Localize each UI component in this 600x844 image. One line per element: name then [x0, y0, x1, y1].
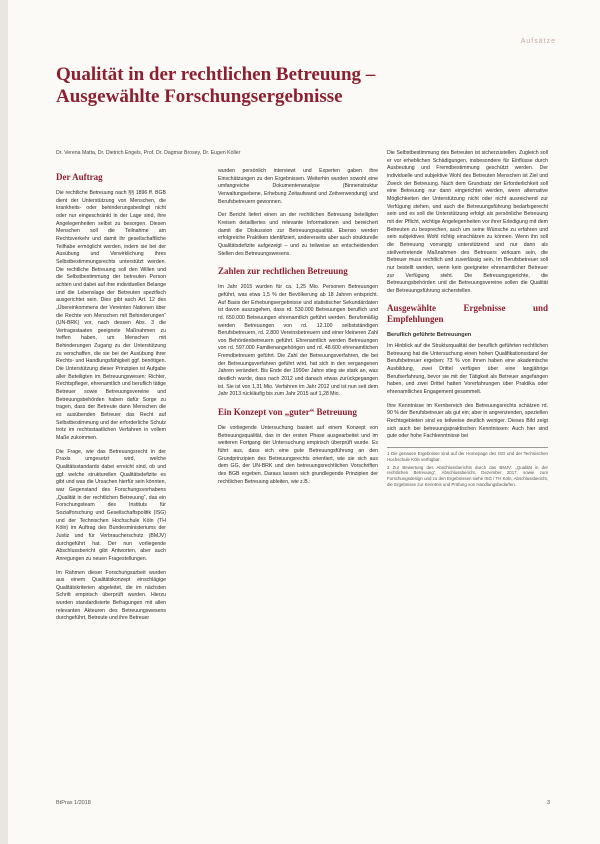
scan-edge [0, 0, 8, 844]
section-rubric: Aufsätze [520, 38, 556, 45]
title-line-1: Qualität in der rechtlichen Betreuung – [56, 64, 376, 85]
footnotes [387, 447, 548, 488]
column-2 [218, 168, 378, 492]
col2-paragraph-2: Der Bericht liefert einen an der rechtlichen Betreuung beteiligten Kreisen detailliertes und relevante Informationen und bereichert damit die Diskussion zur Betreuungsqualität. Ebenso werden erfolgreiche Praktiken identifiziert, andererseits aber auch strukturelle Qualitätsdefizite aufgezeigt – und zu teilweise an entscheidenden Stellen des Betreuungswesens. [218, 212, 378, 257]
heading-der-auftrag: Der Auftrag [56, 172, 103, 182]
col1-paragraph-1: Die rechtliche Betreuung nach §§ 1896 ff. BGB dient der Unterstützung von Menschen, die krankheits- oder behinderungsbedingt nicht oder nur eingeschränkt in der Lage sind, ihre Angelegenheiten selbst zu besorgen. Diesen Menschen soll die Teilnahme am Rechtsverkehr und damit ihr gesellschaftliche Teilhabe ermöglicht werden, indem sie bei der Ausübung und Verwirklichung ihres Selbstbestimmungsrechts unterstützt werden. Die rechtliche Betreuung soll den Willen und die Selbstbestimmung der betreuten Person achten und dabei auf ihre individuellen Belange und die Lebenslage der Betreuten spezifisch ausgerichtet sein. Dies gibt auch Art. 12 des „Übereinkommens der Vereinten Nationen über die Rechte von Menschen mit Behinderungen“ (UN-BRK) vor, nach dessen Abs. 3 die Vertragsstaaten geeignete Maßnahmen zu treffen haben, um Menschen mit Behinderungen Zugang zu der Unterstützung zu verschaffen, die sie bei der Ausübung ihrer Rechts- und Handlungsfähigkeit ggf. benötigen. Die Unterstützung dieser Prinzipien ist Aufgabe aller Beteiligten im Betreuungswesen: Richter, Rechtspfleger, ehrenamtlich und beruflich tätige Betreuer sowie Betreuungsvereine und Betreuungsbehörden haben dafür Sorge zu tragen, dass der Betreute dann Menschen die es ausübenden Betreuer das Recht auf Selbstbestimmung und der erforderliche Schutz trotz im rechtsstaatlichen Verfahren in vollem Maße zukommen. [56, 190, 166, 441]
article-title [56, 64, 536, 108]
col3-paragraph-3: Ihre Kenntnisse im Kernbereich des Betreuungsrechts schätzen rd. 90 % der Berufsbetreuer als gut ein; aber in angrenzenden, speziellen Rechtsgebieten sind es teilweise deutlich weniger. Dieses Bild zeigt sich auch bei betreuungspraktischen Kenntnissen: Auch hier sind gute oder hohe Fachkenntnisse bei [387, 402, 548, 440]
subheading-beruflich: Beruflich geführte Betreuungen [387, 332, 472, 339]
col2-paragraph-1: wurden persönlich interviewt und Experten gaben ihre Einschätzungen zu den Ergebnissen. Weiterhin wurden sowohl eine umfangreiche Dokumentenanalyse (Binnenstruktur Verwaltungsebene, Erhebung Zeitaufwand und Zeitverwendung) und Berufsbetreuern gewonnen. [218, 168, 378, 205]
col1-paragraph-3: Im Rahmen dieser Forschungsarbeit wurden aus einem Qualitätskonzept einschlägige Qualitätskriterien abgeleitet, die im nächsten Schritt empirisch überprüft wurden. Hierzu wurden standardisierte Befragungen mit allen relevanten Akteuren des Betreuungswesens durchgeführt, Betreute und ihre Betreuer [56, 569, 166, 622]
col3-paragraph-2: Im Hinblick auf die Strukturqualität der beruflich geführten rechtlichen Betreuung hat die Untersuchung einen hohen Qualifikationsstand der Berufsbetreuer ergeben: 73 % von ihnen haben eine akademische Ausbildung, zwei Drittel verfügen über eine langjährige Berufserfahrung, bevor sie mit der Tätigkeit als Betreuer angefangen haben, und zwei Drittel hatten Vorerfahrungen über Praktika oder ehrenamtliches Engagement gesammelt. [387, 343, 548, 396]
page-footer [56, 800, 550, 806]
authors-line: Dr. Verena Matta, Dr. Dietrich Engels, Prof. Dr. Dagmar Brosey, Dr. Eugen Köller [56, 150, 241, 156]
col3-paragraph-1: Die Selbstbestimmung des Betreuten ist sicherzustellen. Zugleich soll er vor erheblichen Schädigungen, insbesondere für Einflüsse durch Ausbeutung und Fremdbestimmung geschützt werden. Der individuelle und subjektive Wohl des Betreuten Menschen ist Ziel und Zweck der Betreuung. Nach dem Grundsatz der Erforderlichkeit soll eine Betreuung nur dann eingerichtet werden, wenn alternative Möglichkeiten der Unterstützung nicht oder nicht ausreichend zur Verfügung stehen, und auch die Betreuungsführung bedarfsgerecht sein und es soll die Unterstützung erfolgt als persönliche Betreuung mit der Pflicht, wichtige Angelegenheiten vor ihrer Erledigung mit dem Betreuten zu besprechen, auch um seine Wünsche zu erfahren und sein subjektives Wohl richtig einschätzen zu können. Wenn ihn soll die Betreuung vorrangig unterstützend und nur dann als stellvertretende Maßnahmen des Betreuers wirksam sein, die Betreuer muss rechtlich und zuverlässig sein. Im Berufsbetreuer soll nur bestellt werden, wenn kein geeigneter ehrenamtlicher Betreuer zur Verfügung steht. Die Betreuungsgerichte, die Betreuungsbehörden und die Betreuungsvereine sollen die Qualität der Betreuungsführung sicherstellen. [387, 150, 548, 294]
heading-zahlen: Zahlen zur rechtlichen Betreuung [218, 266, 348, 277]
footnote-1: 1 Die genauen Ergebnisse sind auf der Homepage des ISG und der Technischen Hochschule Köln verfügbar. [387, 451, 548, 462]
heading-konzept: Ein Konzept von „guter“ Betreuung [218, 407, 357, 418]
page-number: 3 [546, 800, 550, 806]
column-1 [56, 164, 166, 629]
title-line-2: Ausgewählte Forschungsergebnisse [56, 86, 343, 107]
col1-paragraph-2: Die Frage, wie das Betreuungsrecht in der Praxis umgesetzt wird, welche Qualitätsstandards dabei erreicht sind, ob und ggf. welche strukturellen Qualitätsdefizite es gibt und was die Ursachen hierfür sein könnten, war Gegenstand des Forschungsvorhabens „Qualität in der rechtlichen Betreuung“, das ein Forschungsteam des Instituts für Sozialforschung und Gesellschaftspolitik (ISG) und der Technischen Hochschule Köln (TH Köln) im Auftrag des Bundesministeriums der Justiz und für Verbraucherschutz (BMJV) durchgeführt hat. Der nun vorliegende Abschlussbericht gibt Antworten, aber auch Anregungen zu neuen Fragestellungen. [56, 448, 166, 562]
column-3 [387, 150, 548, 490]
footnote-2: 2 Zur Bewertung des Abschlussberichts durch das BMJV: „Qualität in der rechtlichen Betreuung“, Abschlussbericht, Dezember 2017, sowie zum Forschungsdesign und zu den Ergebnissen siehe ISG / TH Köln, Abschlussbericht, die Ergebnisse zur Kenntnis und Prüfung von Handlungsbedarfen. [387, 464, 548, 487]
col2-paragraph-4: Die vorliegende Untersuchung basiert auf einem Konzept von Betreuungsqualität, das in der ersten Phase ausgearbeitet und im weiteren Fortgang der Untersuchung empirisch überprüft wurde. Es führt aus, dass sich eine gute Betreuungsführung an den Grundprinzipien des Betreuungsrechts orientiert, wie sie sich aus dem GG, der UN-BRK und den betreuungsrechtlichen Vorschriften des BGB ergeben. Daraus lassen sich grundlegende Prinzipien der rechtlichen Betreuung ableiten, wie z.B.: [218, 425, 378, 485]
journal-issue: BtPrax 1/2018 [56, 800, 91, 806]
col2-paragraph-3: Im Jahr 2015 wurden für ca. 1,25 Mio. Personen Betreuungen geführt, was etwa 1,5 % der Bevölkerung ab 18 Jahren entspricht. Auf Basis der Erhebungsergebnisse und statistischer Sekundärdaten ist davon auszugehen, dass rd. 530.000 Betreuungen beruflich und rd. 650.000 Betreuungen ehrenamtlich geführt werden. Berufsmäßig werden Betreuungen von rd. 12.100 selbstständigen Berufsbetreuern, rd. 2.800 Vereinsbetreuern und einer kleineren Zahl von Behördenbetreuern geführt. Ehrenamtlich werden Betreuungen von rd. 597.000 Familienangehörigen und rd. 48.600 ehrenamtlichen Fremdbetreuern geführt. Die Zahl der Betreuungsverfahren, die bei der Betreuungsverfahren geführt wird, hat sich in den vergangenen Jahren verändert. Bis Ende der 1990er Jahre stieg sie stark an, was deutlich wurde, dass nach 2012 und danach etwas zurückgegangen ist. Sie ist von 1,31 Mio. Verfahren im Jahr 2012 und ist nun seit dem Jahr 2013 rückläufig bis zum Jahr 2015 auf 1,28 Mio. [218, 284, 378, 398]
heading-ergebnisse: Ausgewählte Ergebnisse und Empfehlungen [387, 303, 548, 325]
